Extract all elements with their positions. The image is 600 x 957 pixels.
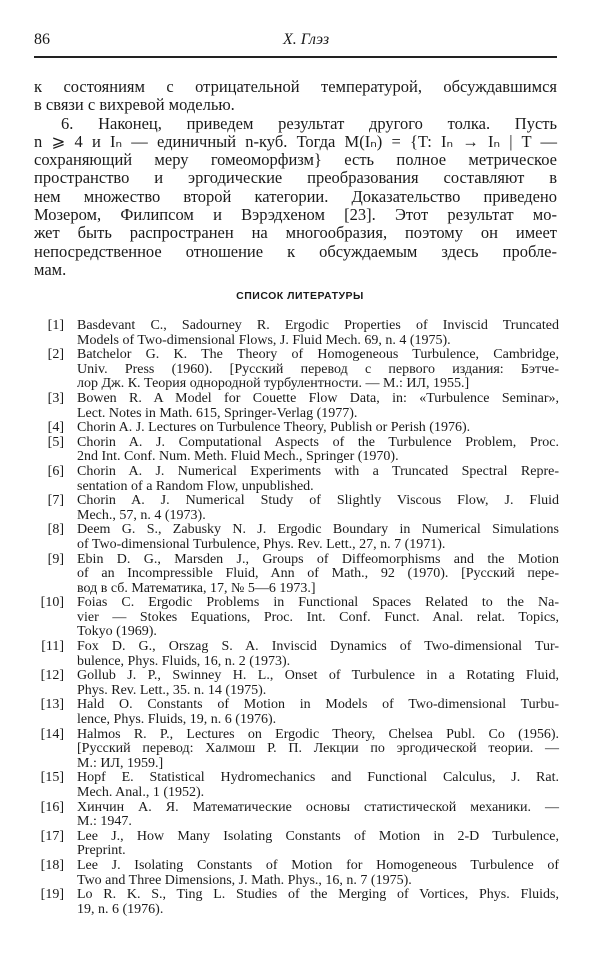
reference-line: Tokyo (1969).: [77, 624, 157, 640]
reference-line: lence, Phys. Fluids, 19, n. 6 (1976).: [77, 712, 277, 728]
references-list: [0, 319, 600, 917]
reference-line: Chorin A. J. Computational Aspects of the Turbulence Problem, Proc.: [77, 434, 559, 450]
reference-item: [0, 523, 600, 552]
reference-item: [0, 669, 600, 698]
reference-number: [13]: [40, 697, 64, 713]
reference-item: [0, 698, 600, 727]
reference-text: [77, 830, 559, 859]
reference-line: Halmos R. P., Lectures on Ergodic Theory, Chelsea Publ. Co (1956).: [77, 726, 559, 742]
reference-text: [77, 436, 559, 465]
reference-number: [11]: [41, 639, 64, 655]
reference-number: [18]: [40, 857, 64, 873]
reference-line: Lo R. K. S., Ting L. Studies of the Merging of Vortices, Phys. Fluids,: [77, 887, 559, 903]
reference-item: [0, 392, 600, 421]
reference-text: [77, 392, 559, 421]
reference-line: Lect. Notes in Math. 615, Springer-Verlag (1977).: [77, 405, 358, 421]
reference-item: [0, 436, 600, 465]
reference-text: [77, 348, 559, 392]
reference-number: [5]: [47, 434, 64, 450]
reference-item: [0, 596, 600, 640]
reference-item: [0, 348, 600, 392]
reference-line: of Two-dimensional Turbulence, Phys. Rev. Lett., 27, n. 7 (1971).: [77, 536, 446, 552]
body-line: к состояниям с отрицательной температурой, обсуждавшимся: [34, 77, 557, 96]
body-line: сохраняющий меру гомеоморфизм} есть полное метрическое: [34, 150, 557, 170]
reference-item: [0, 421, 600, 436]
reference-line: Hald O. Constants of Motion in Models of Two-dimensional Turbu-: [77, 697, 559, 713]
reference-line: Basdevant C., Sadourney R. Ergodic Properties of Inviscid Truncated: [77, 318, 559, 333]
reference-number: [7]: [47, 493, 64, 509]
reference-line: Chorin A. J. Numerical Experiments with a Truncated Spectral Repre-: [77, 463, 559, 479]
reference-line: Batchelor G. K. The Theory of Homogeneous Turbulence, Cambridge,: [77, 347, 559, 363]
reference-line: sentation of a Random Flow, unpublished.: [77, 478, 314, 494]
reference-number: [17]: [40, 828, 64, 844]
reference-line: лор Дж. К. Теория однородной турбулентности. — М.: ИЛ, 1955.]: [77, 376, 470, 392]
body-line: нем множество второй категории. Доказательство приведено: [34, 186, 557, 206]
reference-item: [0, 319, 600, 348]
reference-line: Univ. Press (1960). [Русский перевод с первого издания: Бэтче-: [77, 361, 559, 377]
reference-text: [77, 553, 559, 597]
reference-number: [14]: [40, 726, 64, 742]
reference-line: Chorin A. J. Lectures on Turbulence Theory, Publish or Perish (1976).: [77, 420, 471, 436]
reference-line: vier — Stokes Equations, Proc. Int. Conf. Funct. Anal. relat. Topics,: [77, 609, 559, 625]
page-number: 86: [34, 31, 50, 48]
reference-text: [77, 596, 559, 640]
reference-text: [77, 494, 559, 523]
reference-line: Two and Three Dimensions, J. Math. Phys., 16, n. 7 (1975).: [77, 872, 412, 888]
reference-text: [77, 728, 559, 772]
reference-line: Bowen R. A Model for Couette Flow Data, in: «Turbulence Seminar»,: [77, 390, 559, 406]
reference-number: [12]: [40, 668, 64, 684]
reference-item: [0, 830, 600, 859]
reference-line: Mech., 57, n. 4 (1973).: [77, 507, 206, 523]
reference-line: Foias C. Ergodic Problems in Functional Spaces Related to the Na-: [77, 595, 559, 611]
body-line: пространство и эргодические преобразования составляют в: [34, 168, 557, 188]
reference-text: [77, 888, 559, 917]
reference-item: [0, 888, 600, 917]
reference-line: Mech. Anal., 1 (1952).: [77, 785, 205, 800]
reference-line: [Русский перевод: Халмош Р. П. Лекции по эргодической теории. —: [77, 741, 559, 757]
reference-number: [6]: [47, 463, 64, 479]
reference-item: [0, 728, 600, 772]
reference-number: [19]: [40, 887, 64, 903]
reference-text: [77, 640, 559, 669]
reference-text: [77, 465, 559, 494]
reference-line: Hopf E. Statistical Hydromechanics and Functional Calculus, J. Rat.: [77, 770, 559, 786]
reference-line: Preprint.: [77, 843, 126, 859]
reference-text: [77, 421, 559, 436]
reference-number: [16]: [40, 799, 64, 815]
body-line: Мозером, Филипсом и Вэрэдхеном [23]. Этот результат мо-: [34, 205, 557, 225]
reference-number: [4]: [47, 420, 64, 436]
reference-item: [0, 771, 600, 800]
reference-number: [15]: [40, 770, 64, 786]
reference-line: of an Incompressible Fluid, Ann of Math., 92 (1970). [Русский пере-: [77, 566, 559, 582]
body-line: в связи с вихревой моделью.: [34, 95, 235, 115]
reference-line: Chorin A. J. Numerical Study of Slightly Viscous Flow, J. Fluid: [77, 493, 559, 509]
reference-item: [0, 801, 600, 830]
body-text: [34, 78, 557, 279]
reference-line: вод в сб. Математика, 17, № 5—6 1973.]: [77, 580, 316, 596]
reference-line: М.: 1947.: [77, 814, 132, 830]
references-heading: СПИСОК ЛИТЕРАТУРЫ: [236, 290, 364, 302]
reference-number: [8]: [47, 522, 64, 538]
reference-item: [0, 553, 600, 597]
reference-text: [77, 771, 559, 800]
reference-text: [77, 319, 559, 348]
reference-line: Gollub J. P., Swinney H. L., Onset of Turbulence in a Rotating Fluid,: [77, 668, 559, 684]
reference-text: [77, 859, 559, 888]
reference-item: [0, 640, 600, 669]
body-line: 6. Наконец, приведем результат другого толка. Пусть: [61, 113, 557, 133]
reference-line: Models of Two-dimensional Flows, J. Fluid Mech. 69, n. 4 (1975).: [77, 332, 451, 348]
reference-item: [0, 494, 600, 523]
reference-line: 2nd Int. Conf. Num. Meth. Fluid Mech., Springer (1970).: [77, 449, 399, 465]
reference-line: Lee J. Isolating Constants of Motion for Homogeneous Turbulence of: [77, 857, 559, 873]
running-title: Х. Глэз: [283, 31, 330, 48]
reference-text: [77, 801, 559, 830]
body-line: жет быть распространен на многообразия, поэтому он имеет: [34, 223, 557, 243]
reference-item: [0, 859, 600, 888]
reference-line: Deem G. S., Zabusky N. J. Ergodic Boundary in Numerical Simulations: [77, 522, 559, 538]
reference-number: [9]: [47, 551, 64, 567]
reference-number: [2]: [47, 347, 64, 363]
reference-number: [10]: [40, 595, 64, 611]
reference-line: Phys. Rev. Lett., 35. n. 14 (1975).: [77, 682, 267, 698]
reference-line: bulence, Phys. Fluids, 16, n. 2 (1973).: [77, 653, 291, 669]
header-rule: [34, 56, 557, 58]
reference-number: [3]: [47, 390, 64, 406]
body-line: непосредственное отношение к обсуждаемым здесь пробле-: [34, 241, 557, 261]
reference-line: Lee J., How Many Isolating Constants of Motion in 2-D Turbulence,: [77, 828, 559, 844]
reference-item: [0, 465, 600, 494]
reference-text: [77, 669, 559, 698]
reference-text: [77, 698, 559, 727]
body-line: n ⩾ 4 и Iₙ — единичный n-куб. Тогда M(Iₙ) = {T: Iₙ → Iₙ | T —: [34, 131, 557, 151]
reference-text: [77, 523, 559, 552]
reference-number: [1]: [47, 318, 64, 333]
reference-line: Ebin D. G., Marsden J., Groups of Diffeomorphisms and the Motion: [77, 551, 559, 567]
reference-line: Хинчин А. Я. Математические основы статистической механики. —: [77, 799, 559, 815]
reference-line: М.: ИЛ, 1959.]: [77, 755, 164, 771]
reference-line: Fox D. G., Orszag S. A. Inviscid Dynamics of Two-dimensional Tur-: [77, 639, 559, 655]
reference-line: 19, n. 6 (1976).: [77, 901, 164, 917]
body-line: мам.: [34, 259, 67, 279]
